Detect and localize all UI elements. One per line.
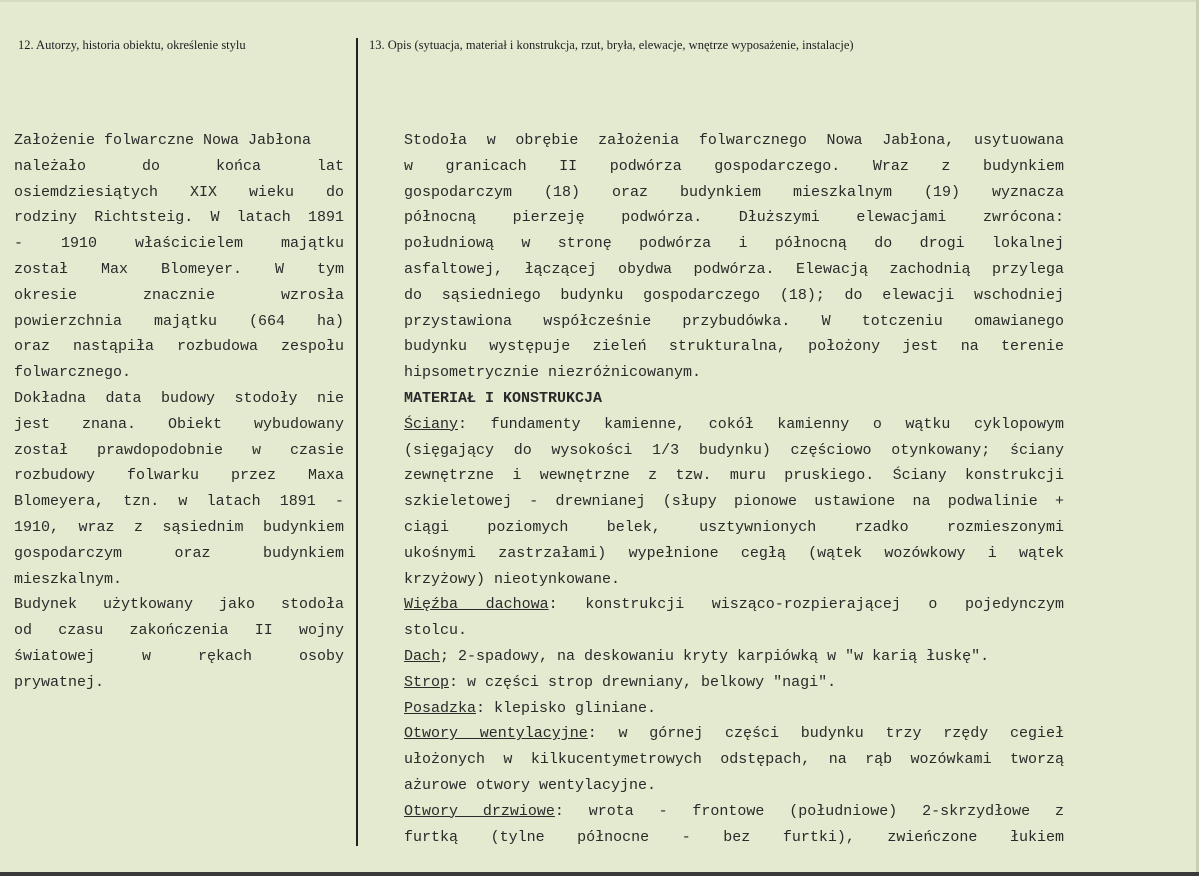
description-text-line [404,257,1064,283]
description-text-line [404,309,1064,335]
description-text-line [404,438,1064,464]
history-text-line [14,438,344,464]
underlined-term: Posadzka [404,699,477,717]
history-text-column [14,128,344,696]
history-text-line [14,309,344,335]
history-text-line [14,489,344,515]
line-text: jest znana. Obiekt wybudowany [14,415,344,433]
line-text: rozbudowy folwarku przez Maxa [14,467,344,485]
underlined-term: Otwory drzwiowe [404,802,555,820]
history-text-line [14,360,344,386]
line-text: gospodarczym (18) oraz budynkiem mieszkalnym (19) wyznacza [404,183,1064,201]
description-text-line [404,489,1064,515]
description-text-line [404,128,1064,154]
line-text: furtką (tylne północne - bez furtki), zwieńczone łukiem [404,828,1064,846]
history-text-line [14,386,344,412]
line-text: ażurowe otwory wentylacyjne. [404,776,657,794]
line-text: w granicach II podwórza gospodarczego. Wraz z budynkiem [404,157,1064,175]
line-text: : klepisko gliniane. [476,699,657,717]
line-text: - 1910 właścicielem majątku [14,235,344,253]
line-text: (sięgający do wysokości 1/3 budynku) częściowo otynkowany; ściany [404,441,1064,459]
line-text: północną pierzeję podwórza. Dłuższymi elewacjami zwrócona: [404,209,1064,227]
line-text: szkieletowej - drewnianej (słupy pionowe ustawione na podwalinie + [404,493,1064,511]
line-text: folwarcznego. [14,364,132,382]
history-text-line [14,231,344,257]
description-text-line [404,825,1064,851]
history-text-line [14,334,344,360]
page-bottom-edge [0,872,1199,876]
line-text: należało do końca lat [14,157,344,175]
line-text: przystawiona współcześnie przybudówka. W totczeniu omawianego [404,312,1064,330]
line-text: światowej w rękach osoby [14,647,344,665]
line-text: gospodarczym oraz budynkiem [14,544,344,562]
history-text-line [14,412,344,438]
line-text: stolcu. [404,622,468,640]
history-text-line [14,257,344,283]
description-text-line [404,180,1064,206]
line-text: ułożonych w kilkucentymetrowych odstępach, na rąb wozówkami tworzą [404,751,1064,769]
description-text-line [404,799,1064,825]
line-text: osiemdziesiątych XIX wieku do [14,183,344,201]
history-text-line [14,128,344,154]
line-text: krzyżowy) nieotynkowane. [404,570,621,588]
line-text: 1910, wraz z sąsiednim budynkiem [14,518,344,536]
description-text-line [404,412,1064,438]
line-text: : konstrukcji wisząco-rozpierającej o pojedynczym [548,596,1064,614]
history-text-line [14,515,344,541]
description-text-line [404,773,1064,799]
description-text-line [404,463,1064,489]
history-text-line [14,670,344,696]
underlined-term: Otwory wentylacyjne [404,725,588,743]
underlined-term: Ściany [404,415,459,433]
line-text: : fundamenty kamienne, cokół kamienny o wątku cyklopowym [458,415,1064,433]
history-text-line [14,283,344,309]
description-text-line [404,154,1064,180]
history-text-line [14,567,344,593]
underlined-term: Dach [404,647,441,665]
description-text-column [404,128,1064,850]
description-text-line [404,567,1064,593]
underlined-term: Więźba dachowa [404,596,549,614]
description-text-line [404,205,1064,231]
line-text: ukośnymi zastrzałami) wypełnione cegłą (wątek wozówkowy i wątek [404,544,1064,562]
history-text-line [14,541,344,567]
description-text-line [404,670,1064,696]
line-text: mieszkalnym. [14,570,123,588]
description-text-line [404,515,1064,541]
section-12-header: 12. Autorzy, historia obiektu, określenie stylu [18,38,246,52]
description-text-line [404,334,1064,360]
history-text-line [14,154,344,180]
line-text: Założenie folwarczne Nowa Jabłona [14,132,312,149]
line-text: do sąsiedniego budynku gospodarczego (18); do elewacji wschodniej [404,286,1064,304]
line-text: południową w stronę podwórza i północną do drogi lokalnej [404,235,1064,253]
description-text-line [404,644,1064,670]
line-text: hipsometrycznie niezróżnicowanym. [404,364,702,382]
history-text-line [14,618,344,644]
description-text-line [404,618,1064,644]
section-13-header: 13. Opis (sytuacja, materiał i konstrukcja, rzut, bryła, elewacje, wnętrze wyposażenie, instalacje) [369,38,854,52]
line-text: został Max Blomeyer. W tym [14,260,344,278]
line-text: : w górnej części budynku trzy rzędy cegieł [587,725,1064,743]
description-text-line [404,360,1064,386]
history-text-line [14,205,344,231]
description-text-line [404,386,1064,412]
history-text-line [14,463,344,489]
description-text-line [404,592,1064,618]
line-text: MATERIAŁ I KONSTRUKCJA [404,389,603,407]
line-text: : wrota - frontowe (południowe) 2-skrzydłowe z [554,802,1064,820]
line-text: ciągi poziomych belek, usztywnionych rzadko rozmieszonymi [404,518,1064,536]
line-text: Budynek użytkowany jako stodoła [14,596,344,614]
history-text-line [14,644,344,670]
line-text: prywatnej. [14,673,105,691]
history-text-line [14,180,344,206]
line-text: Stodoła w obrębie założenia folwarcznego Nowa Jabłona, usytuowana [404,132,1064,149]
line-text: został prawdopodobnie w czasie [14,441,344,459]
line-text: zewnętrzne i wewnętrzne z tzw. muru pruskiego. Ściany konstrukcji [404,467,1064,485]
description-text-line [404,283,1064,309]
line-text: Dokładna data budowy stodoły nie [14,389,344,407]
column-divider [356,38,358,846]
line-text: asfaltowej, łączącej obydwa podwórza. Elewacją zachodnią przylega [404,260,1064,278]
line-text: oraz nastąpiła rozbudowa zespołu [14,338,344,356]
line-text: powierzchnia majątku (664 ha) [14,312,344,330]
line-text: okresie znacznie wzrosła [14,286,344,304]
history-text-line [14,592,344,618]
line-text: ; 2-spadowy, na deskowaniu kryty karpiówką w "w karią łuskę". [440,647,990,665]
page-top-edge [0,0,1199,2]
description-text-line [404,721,1064,747]
description-text-line [404,541,1064,567]
line-text: od czasu zakończenia II wojny [14,622,344,640]
line-text: rodziny Richtsteig. W latach 1891 [14,209,344,227]
line-text: Blomeyera, tzn. w latach 1891 - [14,493,344,511]
description-text-line [404,231,1064,257]
description-text-line [404,696,1064,722]
line-text: budynku występuje zieleń strukturalna, położony jest na terenie [404,338,1064,356]
underlined-term: Strop [404,673,450,691]
description-text-line [404,747,1064,773]
line-text: : w części strop drewniany, belkowy "nagi". [449,673,837,691]
